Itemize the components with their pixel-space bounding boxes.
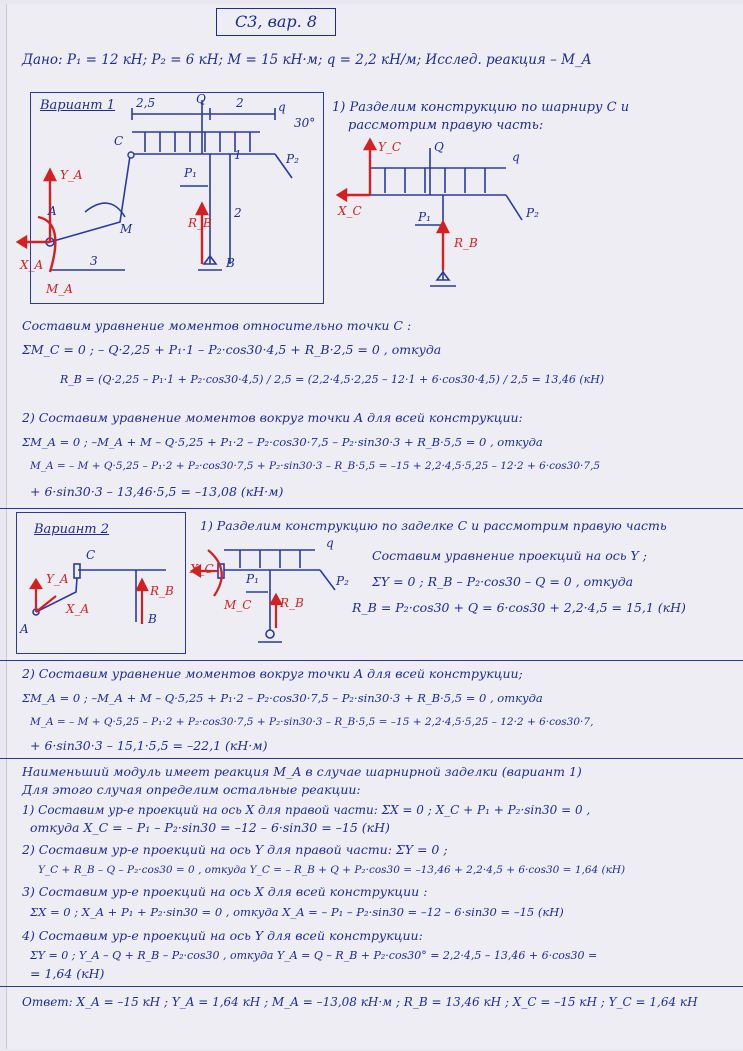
right-p1-label: P₁ bbox=[418, 210, 431, 224]
v2-line-5: ΣM_A = 0 ; –M_A + M – Q·5,25 + P₁·2 – P₂·cos30·7,5 – P₂·sin30·3 + R_B·5,5 = 0 , откуда bbox=[22, 691, 543, 705]
final-line-7: 3) Составим ур-е проекций на ось X для всей конструкции : bbox=[22, 884, 428, 899]
divider-4 bbox=[0, 986, 743, 987]
v2-line-7: + 6·sin30·3 – 15,1·5,5 = –22,1 (кН·м) bbox=[30, 738, 268, 753]
given-line: Дано: P₁ = 12 кН; P₂ = 6 кН; M = 15 кН·м; q = 2,2 кН/м; Исслед. реакция – M_A bbox=[22, 52, 592, 68]
v2-line-1: Составим уравнение проекций на ось Y ; bbox=[372, 548, 647, 563]
v1-line-7: + 6·sin30·3 – 13,46·5,5 = –13,08 (кН·м) bbox=[30, 484, 284, 499]
point-c-label: C bbox=[114, 134, 124, 148]
v2-q-label: q bbox=[326, 536, 334, 550]
point-a-label: A bbox=[48, 204, 57, 218]
final-line-11: = 1,64 (кН) bbox=[30, 966, 105, 981]
point-b-label: B bbox=[226, 256, 235, 270]
variant1-label: Вариант 1 bbox=[40, 98, 116, 113]
v2-b-label: B bbox=[148, 612, 157, 626]
final-line-3: 1) Составим ур-е проекций на ось X для правой части: ΣX = 0 ; X_C + P₁ + P₂·sin30 = 0 , bbox=[22, 803, 591, 817]
p1-label: P₁ bbox=[184, 166, 197, 180]
final-line-6: Y_C + R_B – Q – P₂·cos30 = 0 , откуда Y_C = – R_B + Q + P₂·cos30 = –13,46 + 2,2·4,5 + 6·cos30 = 1,64 (кН) bbox=[38, 864, 626, 876]
v2-step1: 1) Разделим конструкцию по заделке C и рассмотрим правую часть bbox=[200, 518, 667, 533]
divider-2 bbox=[0, 660, 743, 661]
ya-label: Y_A bbox=[60, 168, 83, 182]
v2-line-4: 2) Составим уравнение моментов вокруг точки A для всей конструкции; bbox=[22, 666, 523, 681]
variant1-step1: 1) Разделим конструкцию по шарниру C и bbox=[332, 100, 630, 115]
page-title: С3, вар. 8 bbox=[216, 8, 336, 36]
v2-xc-label: X_C bbox=[190, 562, 214, 576]
p2-label: P₂ bbox=[286, 152, 299, 166]
final-line-4: откуда X_C = – P₁ – P₂·sin30 = –12 – 6·sin30 = –15 (кН) bbox=[30, 820, 390, 835]
right-p2-label: P₂ bbox=[526, 206, 539, 220]
dim-label-2-5: 2,5 bbox=[136, 96, 156, 110]
variant1-step1b: рассмотрим правую часть: bbox=[348, 118, 544, 133]
dim-label-1: 1 bbox=[234, 148, 242, 162]
v2-p1-label: P₁ bbox=[246, 572, 259, 586]
rb-label: R_B bbox=[188, 216, 212, 230]
final-line-10: ΣY = 0 ; Y_A – Q + R_B – P₂·cos30 , откуда Y_A = Q – R_B + P₂·cos30° = 2,2·4,5 – 13,46 + 6·cos30 = bbox=[30, 949, 598, 962]
divider-1 bbox=[0, 508, 743, 509]
v2-line-6: M_A = – M + Q·5,25 – P₁·2 + P₂·cos30·7,5 + P₂·sin30·3 – R_B·5,5 = –15 + 2,2·4,5·5,25 – 12·2 + 6·cos30·7, bbox=[30, 716, 594, 728]
divider-3 bbox=[0, 758, 743, 759]
v2-line-3: R_B = P₂·cos30 + Q = 6·cos30 + 2,2·4,5 = 15,1 (кН) bbox=[352, 600, 686, 615]
v2-rb2-label: R_B bbox=[280, 596, 304, 610]
v2-p2-label: P₂ bbox=[336, 574, 349, 588]
final-line-2: Для этого случая определим остальные реакции: bbox=[22, 782, 361, 797]
v1-line-3: R_B = (Q·2,25 – P₁·1 + P₂·cos30·4,5) / 2,5 = (2,2·4,5·2,25 – 12·1 + 6·cos30·4,5) / 2,5 = 13,46 (кН) bbox=[60, 373, 605, 386]
variant2-label: Вариант 2 bbox=[34, 522, 110, 537]
v1-line-1: Составим уравнение моментов относительно точки C : bbox=[22, 318, 412, 333]
moment-m-label: M bbox=[120, 222, 133, 236]
v2-line-2: ΣY = 0 ; R_B – P₂·cos30 – Q = 0 , откуда bbox=[372, 574, 634, 589]
right-rb-label: R_B bbox=[454, 236, 478, 250]
v2-ya-label: Y_A bbox=[46, 572, 69, 586]
v1-line-6: M_A = – M + Q·5,25 – P₁·2 + P₂·cos30·7,5 + P₂·sin30·3 – R_B·5,5 = –15 + 2,2·4,5·5,25 – 12·2 + 6·cos30·7,5 bbox=[30, 460, 601, 472]
variant2-diagram bbox=[16, 512, 184, 652]
yc-label: Y_C bbox=[378, 140, 402, 154]
xc-label: X_C bbox=[338, 204, 362, 218]
v2-c-label: C bbox=[86, 548, 96, 562]
v1-line-2: ΣM_C = 0 ; – Q·2,25 + P₁·1 – P₂·cos30·4,5 + R_B·2,5 = 0 , откуда bbox=[22, 342, 442, 357]
v2-rb-label: R_B bbox=[150, 584, 174, 598]
angle-label: 30° bbox=[294, 116, 316, 130]
answer-line: Ответ: X_A = –15 кН ; Y_A = 1,64 кН ; M_A = –13,08 кН·м ; R_B = 13,46 кН ; X_C = –15 кН ; Y_C = 1,64 кН bbox=[22, 995, 698, 1009]
final-line-9: 4) Составим ур-е проекций на ось Y для всей конструкции: bbox=[22, 928, 423, 943]
dim-label-3: 3 bbox=[90, 254, 98, 268]
v1-line-5: ΣM_A = 0 ; –M_A + M – Q·5,25 + P₁·2 – P₂·cos30·7,5 – P₂·sin30·3 + R_B·5,5 = 0 , откуда bbox=[22, 435, 543, 449]
final-line-1: Наименьший модуль имеет реакция M_A в случае шарнирной заделки (вариант 1) bbox=[22, 764, 582, 779]
dim-label-2b: 2 bbox=[234, 206, 242, 220]
variant2-right-diagram bbox=[190, 540, 350, 650]
v2-xa-label: X_A bbox=[66, 602, 90, 616]
right-qload-label: q bbox=[512, 150, 520, 164]
q-force-label: Q bbox=[196, 92, 206, 106]
q-load-label: q bbox=[278, 100, 286, 114]
ma-label: M_A bbox=[46, 282, 73, 296]
dim-label-2a: 2 bbox=[236, 96, 244, 110]
right-q-label: Q bbox=[434, 140, 444, 154]
v2-mc-label: M_C bbox=[224, 598, 252, 612]
variant1-diagram bbox=[30, 92, 322, 302]
final-line-8: ΣX = 0 ; X_A + P₁ + P₂·sin30 = 0 , откуда X_A = – P₁ – P₂·sin30 = –12 – 6·sin30 = –15 (кН) bbox=[30, 905, 564, 919]
v1-line-4: 2) Составим уравнение моментов вокруг точки A для всей конструкции: bbox=[22, 410, 523, 425]
final-line-5: 2) Составим ур-е проекций на ось Y для правой части: ΣY = 0 ; bbox=[22, 842, 448, 857]
v2-a-label: A bbox=[20, 622, 29, 636]
xa-label: X_A bbox=[20, 258, 44, 272]
